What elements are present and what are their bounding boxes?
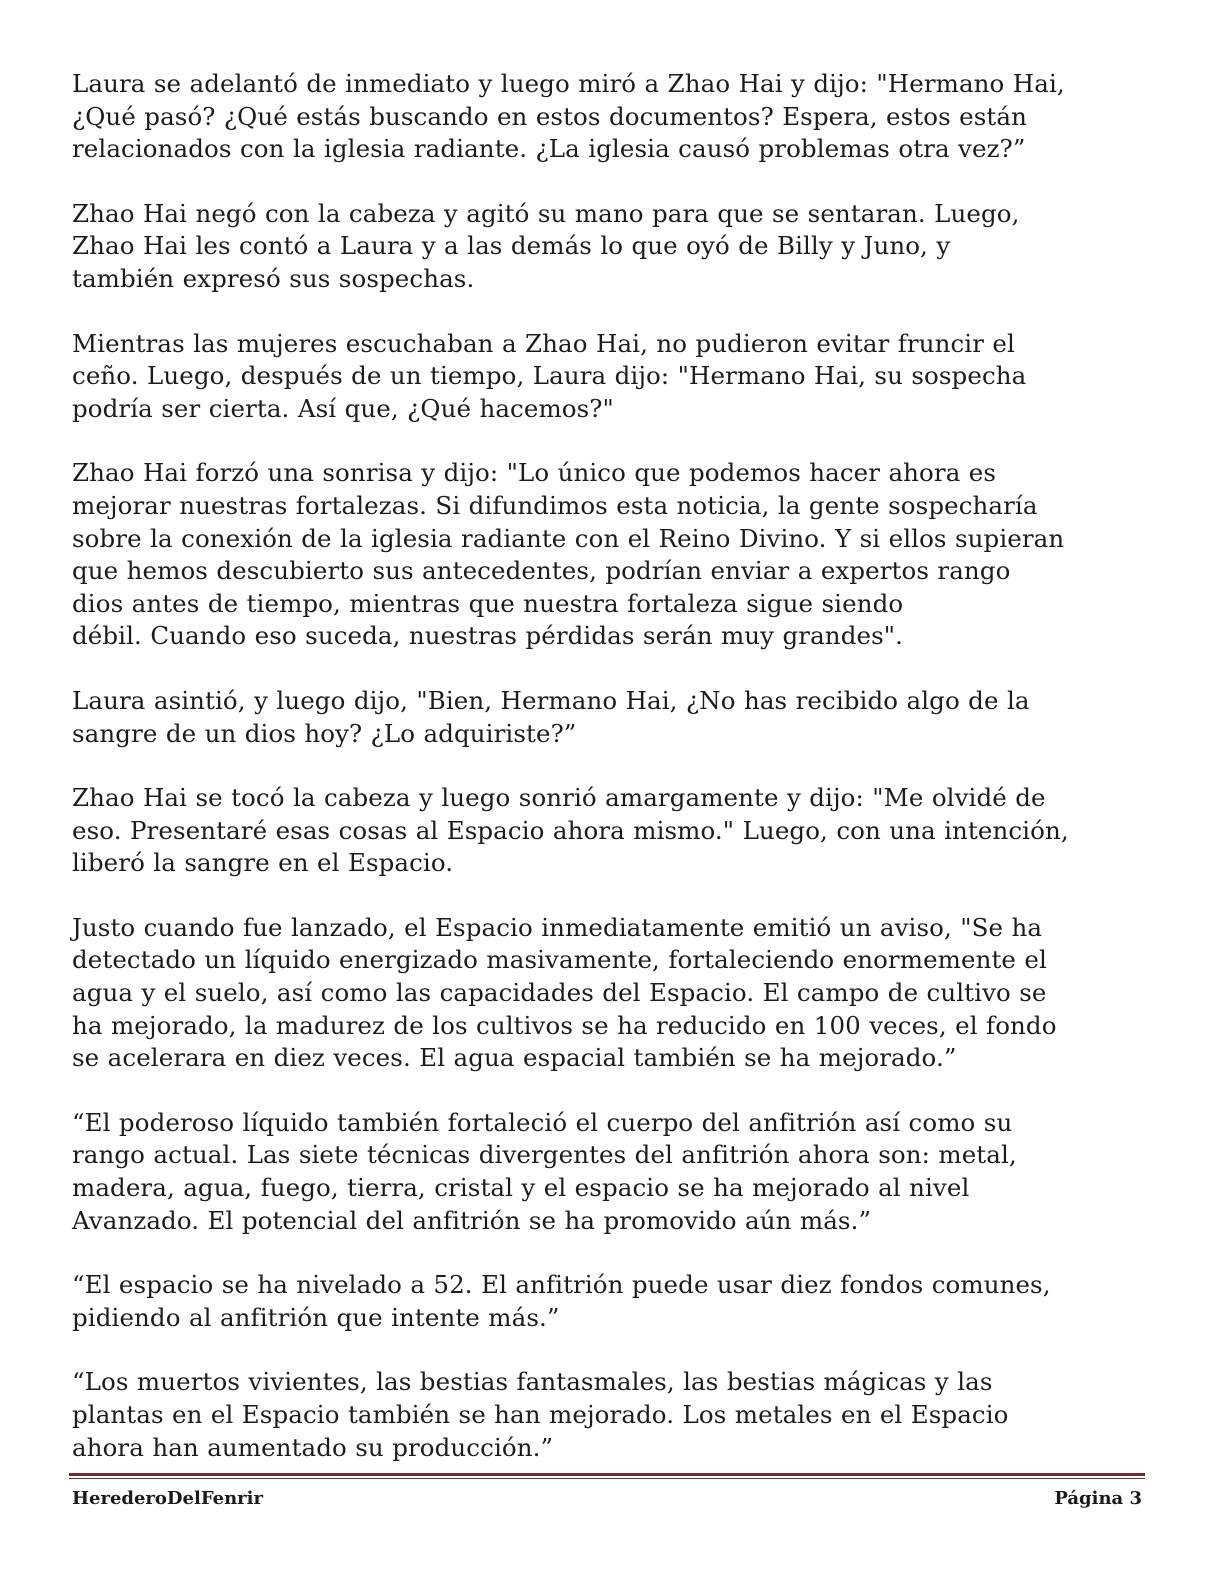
paragraph — [72, 198, 1162, 296]
paragraph-line: rango actual. Las siete técnicas divergentes del anfitrión ahora son: metal, — [72, 1140, 1017, 1170]
paragraph-line: ahora han aumentado su producción.” — [72, 1432, 554, 1462]
paragraph — [72, 685, 1162, 750]
paragraph — [72, 912, 1162, 1075]
footer-rule-thick — [69, 1473, 1145, 1476]
paragraph — [72, 782, 1162, 880]
paragraph — [72, 1269, 1162, 1334]
paragraph-line: eso. Presentaré esas cosas al Espacio ahora mismo." Luego, con una intención, — [72, 815, 1069, 845]
paragraph-line: plantas en el Espacio también se han mejorado. Los metales en el Espacio — [72, 1400, 1009, 1429]
paragraph-line: “El espacio se ha nivelado a 52. El anfitrión puede usar diez fondos comunes, — [72, 1270, 1051, 1300]
paragraph-line: también expresó sus sospechas. — [72, 263, 475, 293]
paragraph-line: Zhao Hai forzó una sonrisa y dijo: "Lo único que podemos hacer ahora es — [72, 458, 997, 488]
paragraph-line: pidiendo al anfitrión que intente más.” — [72, 1302, 560, 1332]
paragraph — [72, 1366, 1162, 1464]
paragraph-line: podría ser cierta. Así que, ¿Qué hacemos?" — [72, 393, 614, 423]
paragraph-line: Justo cuando fue lanzado, el Espacio inmediatamente emitió un aviso, "Se ha — [72, 912, 1043, 942]
paragraph-line: liberó la sangre en el Espacio. — [72, 848, 454, 878]
paragraph-line: sangre de un dios hoy? ¿Lo adquiriste?” — [72, 718, 577, 748]
paragraph-line: ¿Qué pasó? ¿Qué estás buscando en estos documentos? Espera, estos están — [72, 101, 1027, 131]
paragraph — [72, 1107, 1162, 1237]
paragraph-line: sobre la conexión de la iglesia radiante con el Reino Divino. Y si ellos supieran — [72, 523, 1065, 553]
paragraph-line: Laura se adelantó de inmediato y luego miró a Zhao Hai y dijo: "Hermano Hai, — [72, 69, 1065, 98]
paragraph-line: Zhao Hai negó con la cabeza y agitó su mano para que se sentaran. Luego, — [72, 198, 1020, 228]
paragraph — [72, 68, 1162, 166]
paragraph-line: “El poderoso líquido también fortaleció el cuerpo del anfitrión así como su — [72, 1107, 1013, 1137]
paragraph-line: débil. Cuando eso suceda, nuestras pérdidas serán muy grandes". — [72, 621, 904, 651]
paragraph-line: agua y el suelo, así como las capacidades del Espacio. El campo de cultivo se — [72, 978, 1047, 1008]
paragraph — [72, 328, 1162, 426]
paragraph-line: Zhao Hai les contó a Laura y a las demás lo que oyó de Billy y Juno, y — [72, 231, 951, 261]
paragraph-line: relacionados con la iglesia radiante. ¿La iglesia causó problemas otra vez?” — [72, 134, 1026, 164]
paragraph-line: Zhao Hai se tocó la cabeza y luego sonrió amargamente y dijo: "Me olvidé de — [72, 783, 1046, 813]
paragraph-line: “Los muertos vivientes, las bestias fantasmales, las bestias mágicas y las — [72, 1367, 993, 1397]
paragraph-line: dios antes de tiempo, mientras que nuestra fortaleza sigue siendo — [72, 588, 904, 618]
paragraph-line: mejorar nuestras fortalezas. Si difundimos esta noticia, la gente sospecharía — [72, 490, 1038, 520]
paragraph-line: Mientras las mujeres escuchaban a Zhao Hai, no pudieron evitar fruncir el — [72, 328, 1015, 358]
paragraph-line: se acelerara en diez veces. El agua espacial también se ha mejorado.” — [72, 1043, 957, 1073]
footer-author: HerederoDelFenrir — [72, 1488, 263, 1509]
paragraph-line: ceño. Luego, después de un tiempo, Laura dijo: "Hermano Hai, su sospecha — [72, 361, 1027, 391]
paragraph-line: que hemos descubierto sus antecedentes, podrían enviar a expertos rango — [72, 556, 1011, 586]
paragraph-line: madera, agua, fuego, tierra, cristal y el espacio se ha mejorado al nivel — [72, 1173, 970, 1203]
paragraph-line: Laura asintió, y luego dijo, "Bien, Hermano Hai, ¿No has recibido algo de la — [72, 685, 1030, 715]
paragraph — [72, 457, 1162, 653]
paragraph-line: Avanzado. El potencial del anfitrión se ha promovido aún más.” — [72, 1205, 872, 1235]
paragraph-line: ha mejorado, la madurez de los cultivos se ha reducido en 100 veces, el fondo — [72, 1010, 1057, 1040]
footer-rule-thin — [69, 1478, 1145, 1479]
body-text — [72, 68, 1162, 1496]
footer-rule — [69, 1473, 1145, 1479]
paragraph-line: detectado un líquido energizado masivamente, fortaleciendo enormemente el — [72, 945, 1047, 975]
footer-page-number: Página 3 — [1054, 1488, 1142, 1509]
